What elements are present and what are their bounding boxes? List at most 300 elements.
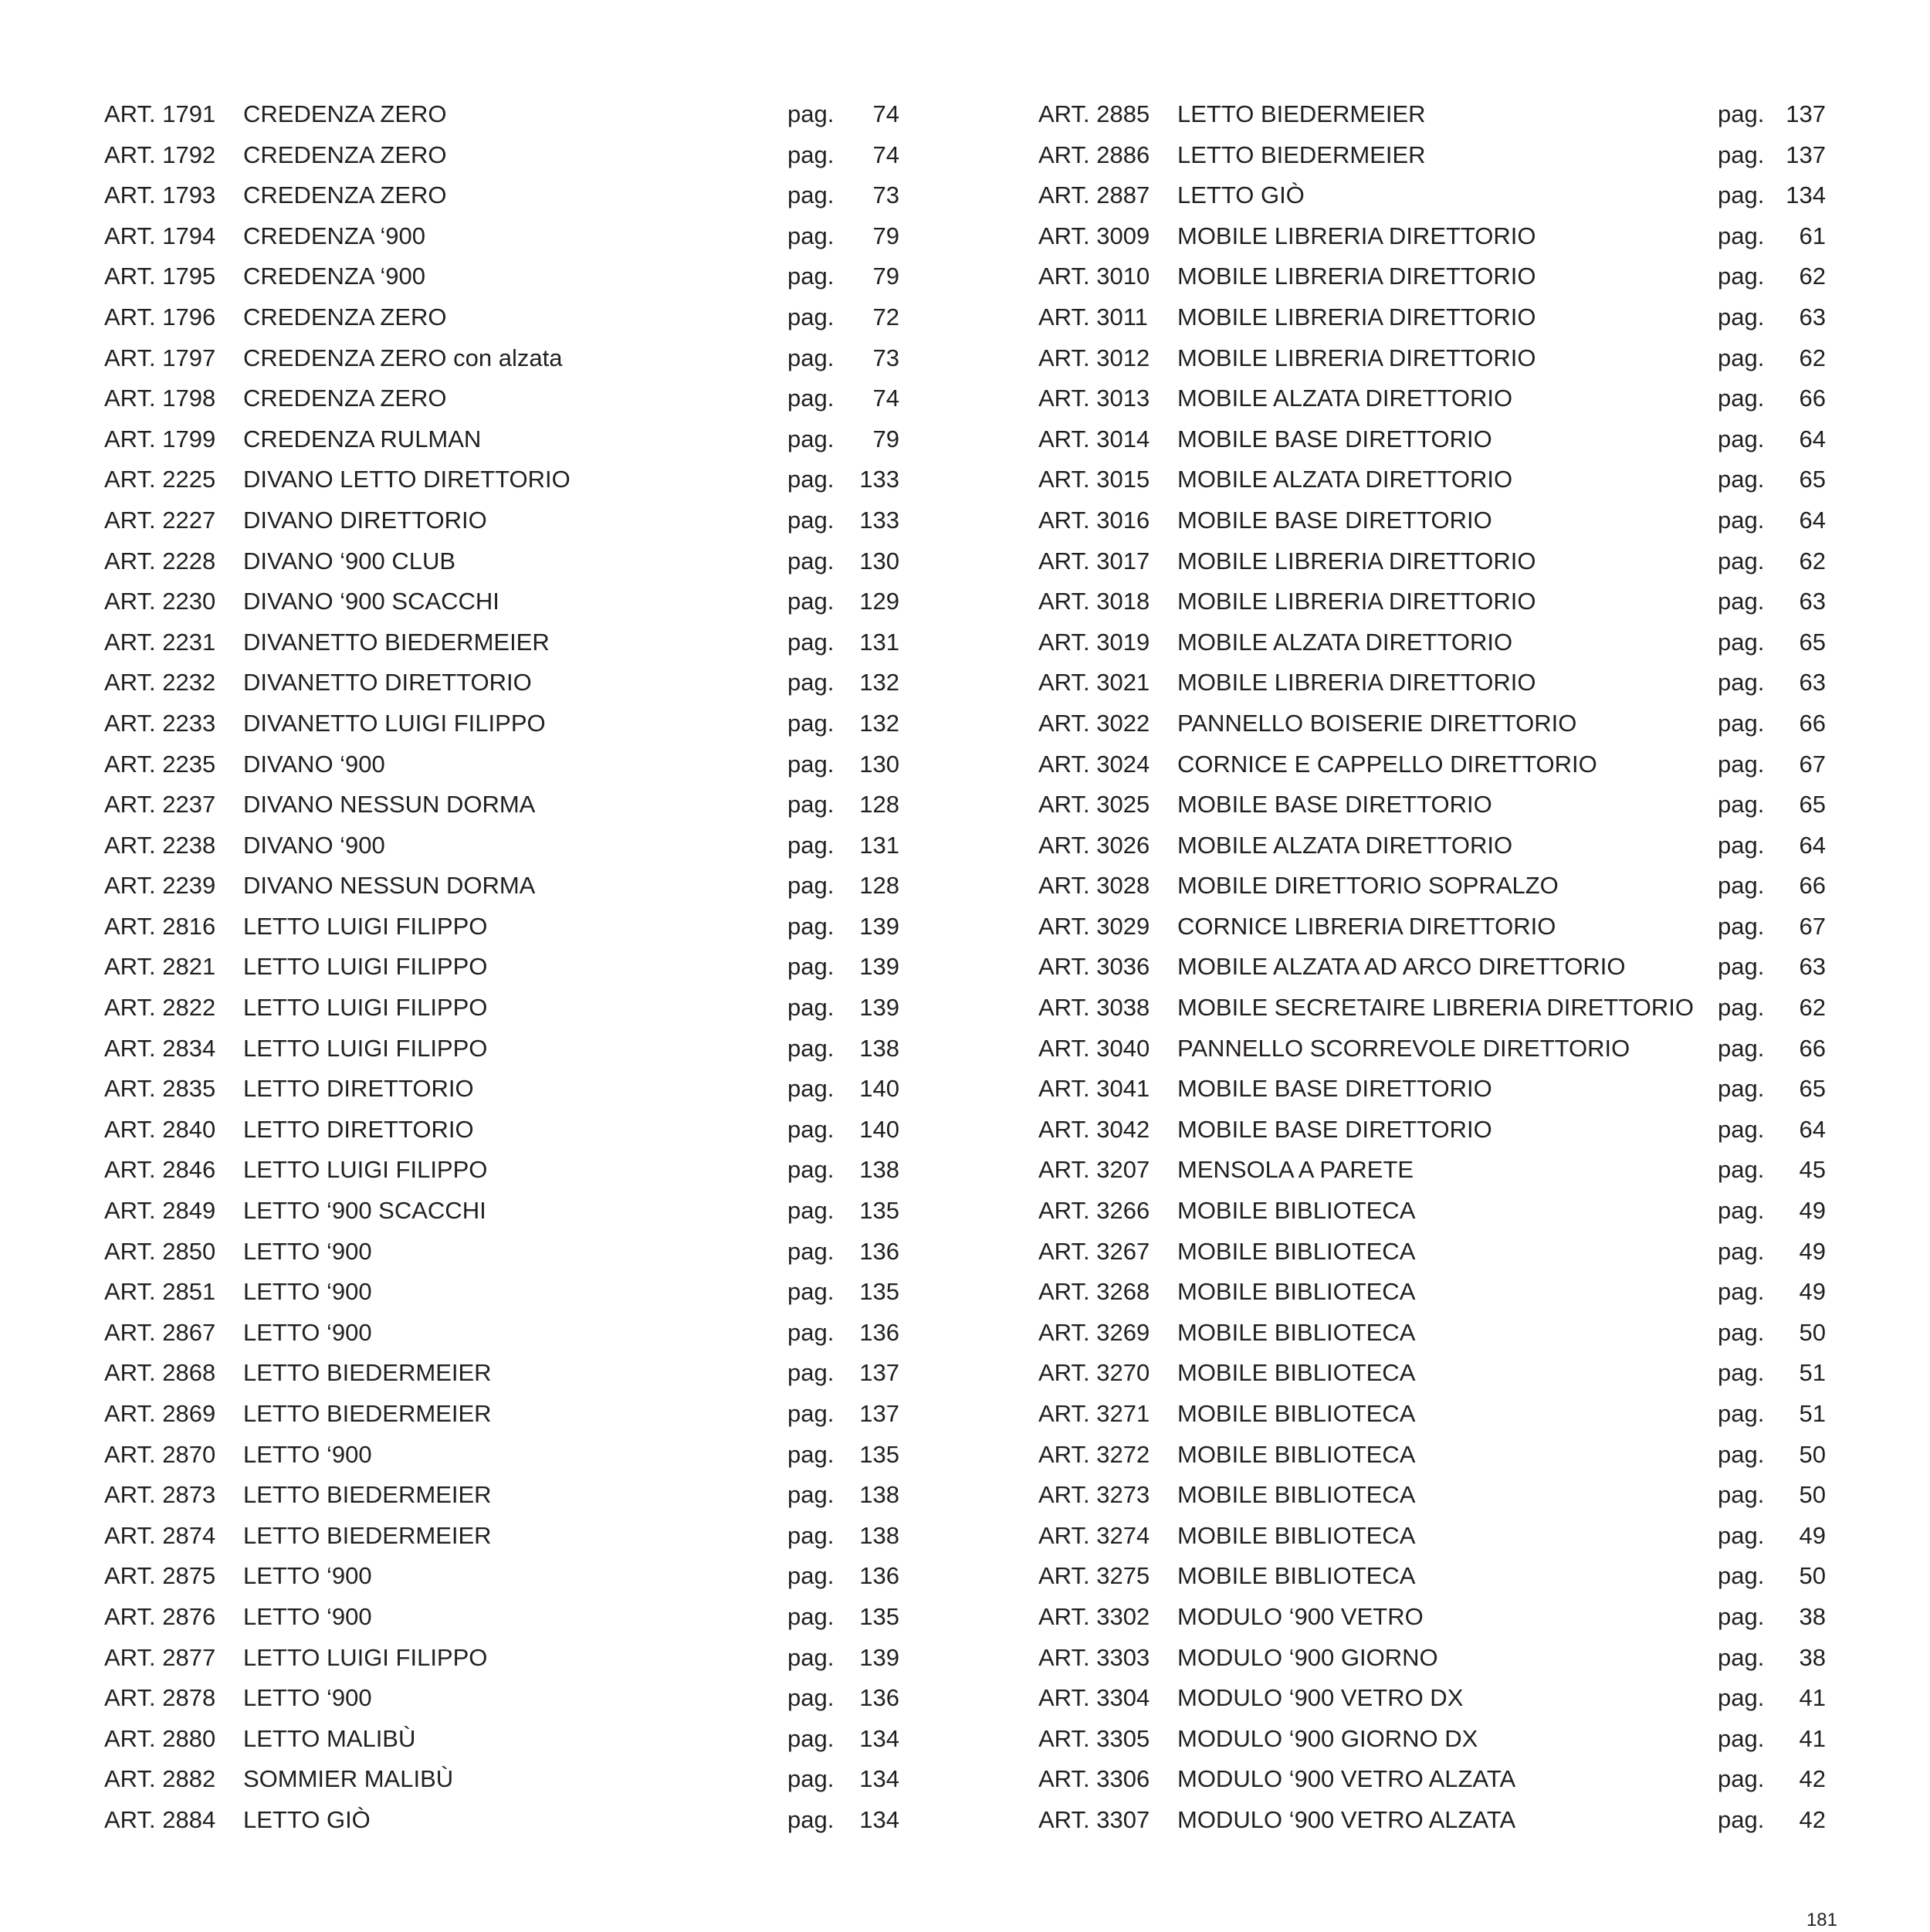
article-code: ART. 2875 xyxy=(104,1562,216,1590)
index-row xyxy=(1038,1439,1826,1480)
page-ref: 79 xyxy=(872,222,899,249)
page-label: pag. xyxy=(1718,1521,1765,1549)
article-code: ART. 2876 xyxy=(104,1602,216,1630)
index-row xyxy=(1038,464,1826,505)
product-name: MODULO ‘900 VETRO xyxy=(1177,1602,1424,1630)
page-ref: 131 xyxy=(859,628,899,656)
product-name: LETTO ‘900 xyxy=(243,1440,372,1468)
page-ref: 67 xyxy=(1799,912,1826,940)
page-label: pag. xyxy=(1718,222,1765,249)
page-label: pag. xyxy=(1718,181,1765,209)
article-code: ART. 1792 xyxy=(104,141,216,168)
page-ref: 64 xyxy=(1799,1115,1826,1143)
article-code: ART. 2840 xyxy=(104,1115,216,1143)
page-ref: 41 xyxy=(1799,1724,1826,1752)
product-name: LETTO LUIGI FILIPPO xyxy=(243,912,488,940)
product-name: DIVANO ‘900 xyxy=(243,750,385,778)
product-name: MOBILE BASE DIRETTORIO xyxy=(1177,506,1492,534)
product-name: LETTO BIEDERMEIER xyxy=(243,1521,492,1549)
index-row xyxy=(1038,1033,1826,1074)
product-name: LETTO LUIGI FILIPPO xyxy=(243,1643,488,1671)
product-name: MOBILE BIBLIOTECA xyxy=(1177,1400,1416,1427)
page-ref: 42 xyxy=(1799,1765,1826,1793)
index-row xyxy=(1038,1236,1826,1277)
product-name: MOBILE BIBLIOTECA xyxy=(1177,1440,1416,1468)
page-label: pag. xyxy=(787,994,835,1022)
page-ref: 49 xyxy=(1799,1197,1826,1225)
page-label: pag. xyxy=(1718,669,1765,697)
index-row xyxy=(104,1764,899,1805)
page-ref: 133 xyxy=(859,506,899,534)
article-code: ART. 2886 xyxy=(1038,141,1150,168)
page-label: pag. xyxy=(1718,912,1765,940)
product-name: MENSOLA A PARETE xyxy=(1177,1156,1414,1184)
index-row xyxy=(1038,180,1826,221)
page-ref: 130 xyxy=(859,750,899,778)
page-ref: 49 xyxy=(1799,1278,1826,1306)
product-name: MOBILE DIRETTORIO SOPRALZO xyxy=(1177,872,1559,900)
product-name: DIVANETTO DIRETTORIO xyxy=(243,669,532,697)
index-column-right xyxy=(1038,99,1826,1846)
product-name: MODULO ‘900 GIORNO DX xyxy=(1177,1724,1478,1752)
index-row xyxy=(104,1520,899,1561)
index-row xyxy=(104,221,899,262)
index-row xyxy=(1038,1683,1826,1724)
index-column-left xyxy=(104,99,899,1846)
product-name: MOBILE ALZATA DIRETTORIO xyxy=(1177,831,1513,859)
index-row xyxy=(104,343,899,384)
article-code: ART. 2882 xyxy=(104,1765,216,1793)
article-code: ART. 3028 xyxy=(1038,872,1150,900)
page-ref: 65 xyxy=(1799,1075,1826,1103)
article-code: ART. 3017 xyxy=(1038,547,1150,575)
product-name: DIVANO NESSUN DORMA xyxy=(243,791,536,819)
page-label: pag. xyxy=(1718,953,1765,981)
page-label: pag. xyxy=(1718,994,1765,1022)
product-name: MOBILE BIBLIOTECA xyxy=(1177,1562,1416,1590)
page-ref: 50 xyxy=(1799,1562,1826,1590)
product-name: MOBILE LIBRERIA DIRETTORIO xyxy=(1177,303,1536,330)
page-label: pag. xyxy=(1718,1684,1765,1712)
index-row xyxy=(104,951,899,992)
product-name: MOBILE LIBRERIA DIRETTORIO xyxy=(1177,222,1536,249)
page-label: pag. xyxy=(1718,1440,1765,1468)
index-row xyxy=(1038,951,1826,992)
page-ref: 138 xyxy=(859,1521,899,1549)
page-ref: 131 xyxy=(859,831,899,859)
article-code: ART. 2868 xyxy=(104,1359,216,1387)
article-code: ART. 1796 xyxy=(104,303,216,330)
page-label: pag. xyxy=(787,1602,835,1630)
product-name: LETTO ‘900 xyxy=(243,1684,372,1712)
page-label: pag. xyxy=(1718,100,1765,127)
page-label: pag. xyxy=(1718,588,1765,615)
page-label: pag. xyxy=(787,1115,835,1143)
index-row xyxy=(104,180,899,221)
page-label: pag. xyxy=(787,1481,835,1509)
page-ref: 138 xyxy=(859,1034,899,1062)
index-row xyxy=(104,1602,899,1642)
page-ref: 129 xyxy=(859,588,899,615)
page-label: pag. xyxy=(1718,1805,1765,1833)
article-code: ART. 3014 xyxy=(1038,425,1150,452)
index-row xyxy=(104,1724,899,1764)
page-ref: 130 xyxy=(859,547,899,575)
page-label: pag. xyxy=(1718,1724,1765,1752)
index-row xyxy=(1038,1602,1826,1642)
page-ref: 38 xyxy=(1799,1643,1826,1671)
product-name: MODULO ‘900 GIORNO xyxy=(1177,1643,1438,1671)
index-row xyxy=(1038,1805,1826,1846)
page-ref: 62 xyxy=(1799,344,1826,371)
page-label: pag. xyxy=(787,100,835,127)
page-ref: 128 xyxy=(859,791,899,819)
product-name: CREDENZA ‘900 xyxy=(243,263,426,290)
page-ref: 73 xyxy=(872,344,899,371)
product-name: LETTO LUIGI FILIPPO xyxy=(243,953,488,981)
page-ref: 128 xyxy=(859,872,899,900)
index-row xyxy=(104,830,899,871)
article-code: ART. 2880 xyxy=(104,1724,216,1752)
page-label: pag. xyxy=(787,750,835,778)
product-name: MOBILE BASE DIRETTORIO xyxy=(1177,1075,1492,1103)
page-label: pag. xyxy=(1718,385,1765,412)
page-ref: 134 xyxy=(859,1724,899,1752)
index-row xyxy=(1038,830,1826,871)
index-row xyxy=(1038,1114,1826,1155)
product-name: LETTO ‘900 xyxy=(243,1237,372,1265)
article-code: ART. 2869 xyxy=(104,1400,216,1427)
article-code: ART. 1793 xyxy=(104,181,216,209)
page-label: pag. xyxy=(787,791,835,819)
article-code: ART. 3012 xyxy=(1038,344,1150,371)
page-label: pag. xyxy=(1718,1643,1765,1671)
index-row xyxy=(1038,505,1826,546)
index-row xyxy=(1038,1561,1826,1602)
index-row xyxy=(1038,708,1826,749)
page-ref: 135 xyxy=(859,1602,899,1630)
article-code: ART. 2239 xyxy=(104,872,216,900)
article-code: ART. 1791 xyxy=(104,100,216,127)
page-ref: 41 xyxy=(1799,1684,1826,1712)
product-name: DIVANO ‘900 xyxy=(243,831,385,859)
product-name: DIVANO ‘900 CLUB xyxy=(243,547,456,575)
product-name: LETTO ‘900 xyxy=(243,1562,372,1590)
page-ref: 63 xyxy=(1799,669,1826,697)
page-ref: 62 xyxy=(1799,547,1826,575)
page-ref: 73 xyxy=(872,181,899,209)
article-code: ART. 3026 xyxy=(1038,831,1150,859)
article-code: ART. 2821 xyxy=(104,953,216,981)
index-row xyxy=(1038,99,1826,140)
page-ref: 79 xyxy=(872,263,899,290)
index-row xyxy=(104,1033,899,1074)
product-name: CREDENZA ZERO xyxy=(243,100,447,127)
page-label: pag. xyxy=(1718,1156,1765,1184)
page-label: pag. xyxy=(1718,1481,1765,1509)
index-row xyxy=(104,627,899,668)
article-code: ART. 3013 xyxy=(1038,385,1150,412)
index-row xyxy=(1038,140,1826,181)
index-row xyxy=(1038,1317,1826,1358)
index-row xyxy=(104,1805,899,1846)
article-code: ART. 3273 xyxy=(1038,1481,1150,1509)
page-label: pag. xyxy=(787,1400,835,1427)
article-code: ART. 3304 xyxy=(1038,1684,1150,1712)
page-label: pag. xyxy=(1718,1115,1765,1143)
index-row xyxy=(104,546,899,587)
page-label: pag. xyxy=(787,222,835,249)
page-label: pag. xyxy=(787,1765,835,1793)
product-name: MOBILE BIBLIOTECA xyxy=(1177,1237,1416,1265)
index-row xyxy=(104,1154,899,1195)
article-code: ART. 3021 xyxy=(1038,669,1150,697)
article-code: ART. 2877 xyxy=(104,1643,216,1671)
page-label: pag. xyxy=(1718,1034,1765,1062)
page-label: pag. xyxy=(787,669,835,697)
index-row xyxy=(1038,302,1826,343)
product-name: LETTO DIRETTORIO xyxy=(243,1115,474,1143)
article-code: ART. 2227 xyxy=(104,506,216,534)
page-ref: 140 xyxy=(859,1115,899,1143)
index-row xyxy=(104,424,899,465)
page-ref: 136 xyxy=(859,1237,899,1265)
article-code: ART. 3207 xyxy=(1038,1156,1150,1184)
page-ref: 138 xyxy=(859,1156,899,1184)
product-name: LETTO LUIGI FILIPPO xyxy=(243,1034,488,1062)
index-row xyxy=(1038,1357,1826,1398)
page-label: pag. xyxy=(1718,425,1765,452)
page-ref: 72 xyxy=(872,303,899,330)
article-code: ART. 1799 xyxy=(104,425,216,452)
article-code: ART. 2225 xyxy=(104,466,216,493)
product-name: MOBILE BASE DIRETTORIO xyxy=(1177,425,1492,452)
index-row xyxy=(1038,586,1826,627)
article-code: ART. 2873 xyxy=(104,1481,216,1509)
product-name: CREDENZA ZERO xyxy=(243,181,447,209)
page-ref: 137 xyxy=(1786,141,1826,168)
page-ref: 51 xyxy=(1799,1359,1826,1387)
page-label: pag. xyxy=(787,344,835,371)
page-ref: 136 xyxy=(859,1318,899,1346)
article-code: ART. 3272 xyxy=(1038,1440,1150,1468)
page-ref: 66 xyxy=(1799,709,1826,737)
product-name: MODULO ‘900 VETRO ALZATA xyxy=(1177,1765,1516,1793)
article-code: ART. 2835 xyxy=(104,1075,216,1103)
index-row xyxy=(1038,1154,1826,1195)
page-ref: 134 xyxy=(859,1805,899,1833)
page-ref: 79 xyxy=(872,425,899,452)
page-ref: 65 xyxy=(1799,791,1826,819)
article-code: ART. 3302 xyxy=(1038,1602,1150,1630)
product-name: CREDENZA ZERO xyxy=(243,141,447,168)
product-name: CREDENZA RULMAN xyxy=(243,425,482,452)
article-code: ART. 3009 xyxy=(1038,222,1150,249)
article-code: ART. 2851 xyxy=(104,1278,216,1306)
article-code: ART. 3024 xyxy=(1038,750,1150,778)
product-name: CORNICE LIBRERIA DIRETTORIO xyxy=(1177,912,1556,940)
article-code: ART. 3019 xyxy=(1038,628,1150,656)
article-code: ART. 2230 xyxy=(104,588,216,615)
index-row xyxy=(104,140,899,181)
product-name: LETTO BIEDERMEIER xyxy=(1177,100,1426,127)
article-code: ART. 2816 xyxy=(104,912,216,940)
article-code: ART. 3025 xyxy=(1038,791,1150,819)
article-code: ART. 2878 xyxy=(104,1684,216,1712)
page-label: pag. xyxy=(787,1197,835,1225)
article-code: ART. 3275 xyxy=(1038,1562,1150,1590)
index-row xyxy=(1038,221,1826,262)
product-name: MOBILE ALZATA DIRETTORIO xyxy=(1177,628,1513,656)
index-row xyxy=(1038,343,1826,384)
page-label: pag. xyxy=(787,1237,835,1265)
page-ref: 66 xyxy=(1799,1034,1826,1062)
page-ref: 139 xyxy=(859,994,899,1022)
product-name: MODULO ‘900 VETRO ALZATA xyxy=(1177,1805,1516,1833)
page-label: pag. xyxy=(1718,141,1765,168)
product-name: LETTO GIÒ xyxy=(243,1805,371,1833)
article-code: ART. 2232 xyxy=(104,669,216,697)
page-ref: 136 xyxy=(859,1562,899,1590)
page-label: pag. xyxy=(787,385,835,412)
article-code: ART. 1798 xyxy=(104,385,216,412)
page-label: pag. xyxy=(787,1643,835,1671)
page-label: pag. xyxy=(1718,1278,1765,1306)
article-code: ART. 3018 xyxy=(1038,588,1150,615)
page-ref: 140 xyxy=(859,1075,899,1103)
product-name: LETTO BIEDERMEIER xyxy=(243,1359,492,1387)
index-row xyxy=(1038,870,1826,911)
article-code: ART. 3269 xyxy=(1038,1318,1150,1346)
page-ref: 66 xyxy=(1799,872,1826,900)
page-ref: 134 xyxy=(859,1765,899,1793)
page-label: pag. xyxy=(1718,506,1765,534)
page-label: pag. xyxy=(787,1440,835,1468)
product-name: MOBILE BIBLIOTECA xyxy=(1177,1359,1416,1387)
index-row xyxy=(104,667,899,708)
product-name: MOBILE BIBLIOTECA xyxy=(1177,1481,1416,1509)
product-name: DIVANO NESSUN DORMA xyxy=(243,872,536,900)
index-row xyxy=(1038,424,1826,465)
index-row xyxy=(1038,1642,1826,1683)
index-row xyxy=(1038,1073,1826,1114)
index-row xyxy=(104,1683,899,1724)
article-code: ART. 2235 xyxy=(104,750,216,778)
product-name: LETTO ‘900 xyxy=(243,1602,372,1630)
index-row xyxy=(1038,383,1826,424)
page-label: pag. xyxy=(787,1521,835,1549)
page-label: pag. xyxy=(787,1318,835,1346)
article-code: ART. 2834 xyxy=(104,1034,216,1062)
page-label: pag. xyxy=(787,425,835,452)
page-label: pag. xyxy=(1718,628,1765,656)
index-row xyxy=(1038,789,1826,830)
page-label: pag. xyxy=(1718,1318,1765,1346)
index-row xyxy=(1038,992,1826,1033)
page-label: pag. xyxy=(1718,344,1765,371)
page-label: pag. xyxy=(787,912,835,940)
page-label: pag. xyxy=(1718,791,1765,819)
page-ref: 137 xyxy=(859,1400,899,1427)
index-row xyxy=(104,1114,899,1155)
article-code: ART. 3016 xyxy=(1038,506,1150,534)
product-name: DIVANETTO BIEDERMEIER xyxy=(243,628,550,656)
page-number: 181 xyxy=(1806,1910,1837,1930)
page-ref: 74 xyxy=(872,141,899,168)
product-name: MOBILE LIBRERIA DIRETTORIO xyxy=(1177,669,1536,697)
index-row xyxy=(104,1642,899,1683)
product-name: LETTO LUIGI FILIPPO xyxy=(243,994,488,1022)
page-ref: 45 xyxy=(1799,1156,1826,1184)
page-label: pag. xyxy=(787,588,835,615)
article-code: ART. 3042 xyxy=(1038,1115,1150,1143)
page-ref: 61 xyxy=(1799,222,1826,249)
article-code: ART. 2231 xyxy=(104,628,216,656)
page-ref: 50 xyxy=(1799,1481,1826,1509)
page-ref: 139 xyxy=(859,953,899,981)
page-label: pag. xyxy=(1718,263,1765,290)
page-label: pag. xyxy=(787,1562,835,1590)
article-code: ART. 3036 xyxy=(1038,953,1150,981)
page-label: pag. xyxy=(1718,1197,1765,1225)
article-code: ART. 3022 xyxy=(1038,709,1150,737)
product-name: MOBILE BIBLIOTECA xyxy=(1177,1521,1416,1549)
product-name: CREDENZA ZERO con alzata xyxy=(243,344,563,371)
index-row xyxy=(104,992,899,1033)
page-ref: 135 xyxy=(859,1197,899,1225)
page-label: pag. xyxy=(1718,547,1765,575)
page-label: pag. xyxy=(787,628,835,656)
page-ref: 62 xyxy=(1799,994,1826,1022)
page-ref: 65 xyxy=(1799,628,1826,656)
page-label: pag. xyxy=(787,263,835,290)
page-label: pag. xyxy=(787,831,835,859)
product-name: MOBILE BIBLIOTECA xyxy=(1177,1197,1416,1225)
index-row xyxy=(1038,911,1826,952)
product-name: LETTO BIEDERMEIER xyxy=(1177,141,1426,168)
index-row xyxy=(104,1317,899,1358)
article-code: ART. 3270 xyxy=(1038,1359,1150,1387)
page-label: pag. xyxy=(1718,831,1765,859)
product-name: PANNELLO SCORREVOLE DIRETTORIO xyxy=(1177,1034,1630,1062)
page-label: pag. xyxy=(787,1359,835,1387)
article-code: ART. 2850 xyxy=(104,1237,216,1265)
article-code: ART. 3267 xyxy=(1038,1237,1150,1265)
product-name: CREDENZA ZERO xyxy=(243,385,447,412)
article-code: ART. 3274 xyxy=(1038,1521,1150,1549)
article-code: ART. 2887 xyxy=(1038,181,1150,209)
page-ref: 135 xyxy=(859,1440,899,1468)
page-label: pag. xyxy=(787,1156,835,1184)
product-name: MOBILE LIBRERIA DIRETTORIO xyxy=(1177,344,1536,371)
page-label: pag. xyxy=(1718,872,1765,900)
page-label: pag. xyxy=(1718,1359,1765,1387)
page-label: pag. xyxy=(1718,466,1765,493)
product-name: CREDENZA ZERO xyxy=(243,303,447,330)
page-ref: 139 xyxy=(859,912,899,940)
page-ref: 67 xyxy=(1799,750,1826,778)
page-ref: 139 xyxy=(859,1643,899,1671)
page-label: pag. xyxy=(1718,1237,1765,1265)
article-code: ART. 2237 xyxy=(104,791,216,819)
product-name: LETTO DIRETTORIO xyxy=(243,1075,474,1103)
index-row xyxy=(1038,1195,1826,1236)
article-code: ART. 3040 xyxy=(1038,1034,1150,1062)
page-ref: 49 xyxy=(1799,1521,1826,1549)
index-row xyxy=(104,1236,899,1277)
page-label: pag. xyxy=(787,953,835,981)
page-label: pag. xyxy=(787,547,835,575)
